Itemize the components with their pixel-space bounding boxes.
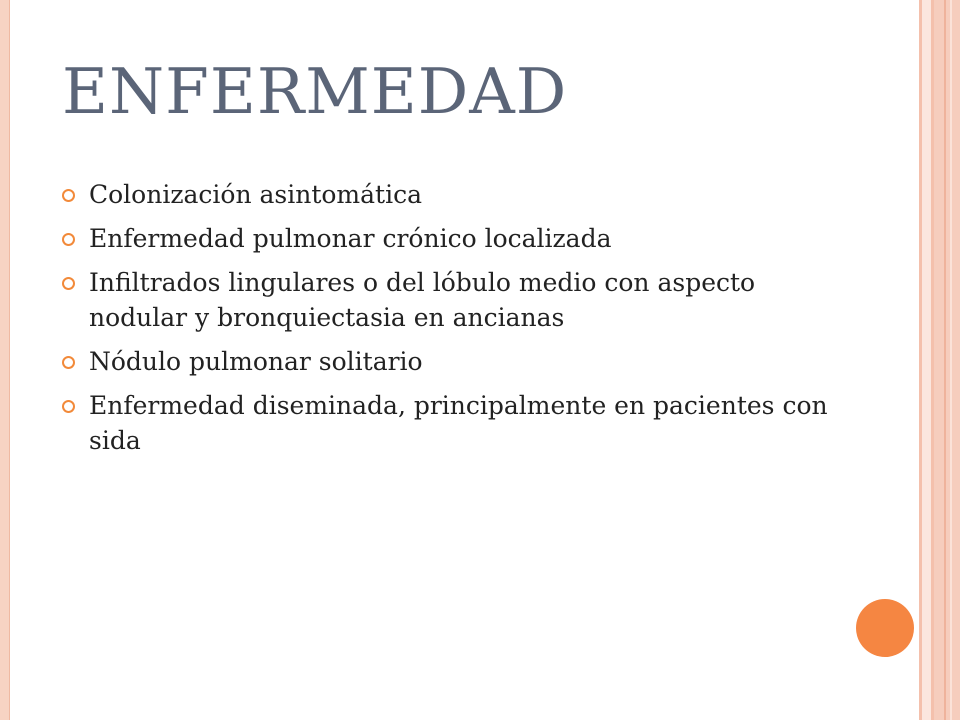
bullet-text: Nódulo pulmonar solitario	[89, 347, 423, 376]
bullet-circle-icon	[62, 356, 75, 369]
bullet-circle-icon	[62, 189, 75, 202]
slide-title: ENFERMEDAD	[62, 55, 568, 128]
right-border-stripe	[944, 0, 946, 720]
bullet-item	[62, 221, 852, 256]
bullet-text: Infiltrados lingulares o del lóbulo medio con aspecto nodular y bronquiectasia en ancianas	[89, 268, 756, 332]
bullet-text: Enfermedad diseminada, principalmente en pacientes con sida	[89, 391, 828, 455]
bullet-circle-icon	[62, 400, 75, 413]
bullet-item	[62, 265, 852, 335]
bullet-circle-icon	[62, 277, 75, 290]
bullet-list	[62, 177, 852, 467]
accent-circle-decoration	[856, 599, 914, 657]
left-border-decoration	[0, 0, 10, 720]
right-border-stripe	[950, 0, 952, 720]
right-border-stripe	[934, 0, 960, 720]
bullet-item	[62, 388, 852, 458]
bullet-circle-icon	[62, 233, 75, 246]
bullet-item	[62, 344, 852, 379]
bullet-text: Enfermedad pulmonar crónico localizada	[89, 224, 612, 253]
bullet-item	[62, 177, 852, 212]
bullet-text: Colonización asintomática	[89, 180, 422, 209]
right-border-stripe	[922, 0, 931, 720]
